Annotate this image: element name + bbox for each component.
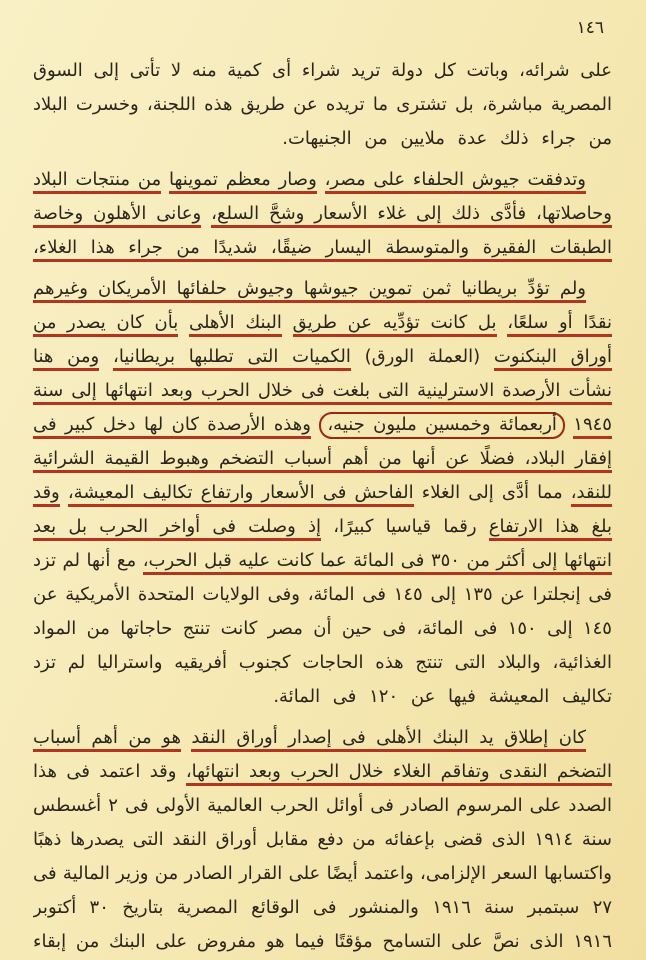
red-underlined-text: هو من أهم أسباب	[33, 727, 181, 752]
text-segment: ٢٧ سبتمبر سنة ١٩١٦ والمنشور فى الوقائع المصرية بتاريخ ٣٠ أكتوبر	[33, 897, 612, 918]
text-line	[33, 823, 612, 857]
text-segment: مع أنها لم تزد	[33, 550, 137, 571]
text-line	[33, 544, 612, 578]
text-line	[33, 721, 612, 755]
text-segment: رقما قياسيا كبيرًا،	[333, 516, 477, 537]
text-segment: (العملة الورق)	[364, 346, 481, 367]
text-line	[33, 54, 612, 88]
red-underlined-text: أوراق البنكنوت	[494, 346, 612, 371]
paragraph-2	[33, 163, 612, 265]
text-line	[33, 408, 612, 442]
text-line	[33, 374, 612, 408]
red-underlined-text: ومن هنا	[33, 346, 99, 371]
text-line	[33, 197, 612, 231]
text-line	[33, 925, 612, 959]
text-segment: تكاليف المعيشة فيها عن ١٢٠ فى المائة.	[273, 686, 612, 707]
text-segment: واكتسابها السعر الإلزامى، واعتمد أيضًا على القرار الصادر من وزير المالية فى	[33, 863, 612, 884]
text-line	[33, 680, 612, 714]
text-segment: من جراء ذلك عدة ملايين من الجنيهات.	[282, 128, 612, 149]
red-underlined-text: إذ وصلت فى أواخر الحرب بل بعد	[33, 516, 321, 541]
text-line	[33, 442, 612, 476]
text-line	[33, 646, 612, 680]
text-segment: الصدد على المرسوم الصادر فى أوائل الحرب العالمية الأولى فى ٢ أغسطس	[33, 795, 612, 816]
text-segment: فى إنجلترا عن ١٣٥ إلى ١٤٥ فى المائة، وفى الولايات المتحدة الأمريكية عن	[33, 584, 612, 605]
text-line	[33, 122, 612, 156]
red-underlined-text: الكميات التى تطلبها بريطانيا،	[113, 346, 351, 371]
red-underlined-text: ولم تؤدِّ بريطانيا ثمن تموين جيوشها وجيوش حلفائها الأمريكان وغيرهم	[33, 278, 586, 303]
page-number: ١٤٦	[576, 18, 604, 38]
red-underlined-text: وقد	[33, 482, 60, 507]
text-segment: على شرائه، وباتت كل دولة تريد شراء أى كمية منه لا تأتى إلى السوق	[33, 60, 612, 81]
red-boxed-text: أربعمائة وخمسين مليون جنيه،	[319, 412, 565, 439]
red-underlined-text: من منتجات البلاد	[33, 169, 161, 194]
red-underlined-text: ١٩٤٥	[573, 414, 612, 439]
text-line	[33, 857, 612, 891]
text-segment: المصرية مباشرة، بل تشترى ما تريده عن طريق هذه اللجنة، وخسرت البلاد	[33, 94, 612, 115]
red-underlined-text: وحاصلاتها، فأدَّى ذلك إلى غلاء الأسعار وشحَّ السلع،	[211, 203, 612, 228]
red-underlined-text: نشأت الأرصدة الاسترلينية التى بلغت فى خلال الحرب وبعد انتهائها إلى سنة	[33, 380, 612, 405]
red-underlined-text: وصار معظم تموينها	[169, 169, 317, 194]
red-underlined-text: وعانى الأهلون وخاصة	[33, 203, 201, 228]
red-underlined-text: وتدفقت جيوش الحلفاء على مصر،	[325, 169, 586, 194]
text-line	[33, 476, 612, 510]
text-line	[33, 755, 612, 789]
red-underlined-text: الطبقات الفقيرة والمتوسطة اليسار ضيقًا، شديدًا من جراء هذا الغلاء،	[33, 237, 612, 262]
text-segment: ١٤٥ إلى ١٥٠ فى المائة، فى حين أن مصر كانت تنتج حاجاتها من المواد	[33, 618, 612, 639]
text-line	[33, 306, 612, 340]
text-line	[33, 578, 612, 612]
text-line	[33, 340, 612, 374]
paragraph-4	[33, 721, 612, 959]
text-segment: وقد اعتمد فى هذا	[33, 761, 177, 782]
text-block	[33, 54, 612, 959]
text-line	[33, 88, 612, 122]
red-underlined-text: التضخم النقدى وتفاقم الغلاء خلال الحرب وبعد انتهائها،	[186, 761, 612, 786]
red-underlined-text: للنقد،	[571, 482, 612, 507]
red-underlined-text: انتهائها إلى أكثر من ٣٥٠ فى المائة عما كانت عليه قبل الحرب،	[143, 550, 612, 575]
red-underlined-text: وهذه الأرصدة كان لها دخل كبير فى	[33, 414, 311, 439]
paragraph-3	[33, 272, 612, 714]
red-underlined-text: بأن كان يصدر من	[33, 312, 178, 337]
red-underlined-text: بلغ هذا الارتفاع	[489, 516, 612, 541]
red-underlined-text: نقدًا أو سلعًا،	[507, 312, 612, 337]
text-line	[33, 789, 612, 823]
red-underlined-text: الفاحش فى الأسعار وارتفاع تكاليف المعيشة،	[68, 482, 414, 507]
red-underlined-text: بل كانت تؤدِّيه عن طريق	[293, 312, 497, 337]
text-line	[33, 272, 612, 306]
text-line	[33, 231, 612, 265]
text-segment: ١٩١٦ الذى نصَّ على التسامح مؤقتًا فيما هو مفروض على البنك من إبقاء	[33, 931, 612, 952]
text-line	[33, 510, 612, 544]
text-segment: مما أدَّى إلى الغلاء	[421, 482, 563, 503]
text-segment: سنة ١٩١٤ الذى قضى بإعفائه من دفع مقابل أوراق النقد التى يصدرها ذهبًا	[33, 829, 612, 850]
text-line	[33, 163, 612, 197]
text-line	[33, 612, 612, 646]
red-underlined-text: البنك الأهلى	[189, 312, 282, 337]
text-line	[33, 891, 612, 925]
paragraph-1	[33, 54, 612, 156]
red-underlined-text: إفقار البلاد، فضلًا عن أنها من أهم أسباب التضخم وهبوط القيمة الشرائية	[33, 448, 612, 473]
red-underlined-text: كان إطلاق يد البنك الأهلى فى إصدار أوراق النقد	[191, 727, 586, 752]
text-segment: الغذائية، والبلاد التى تنتج هذه الحاجات كجنوب أفريقيه واستراليا لم تزد	[33, 652, 612, 673]
